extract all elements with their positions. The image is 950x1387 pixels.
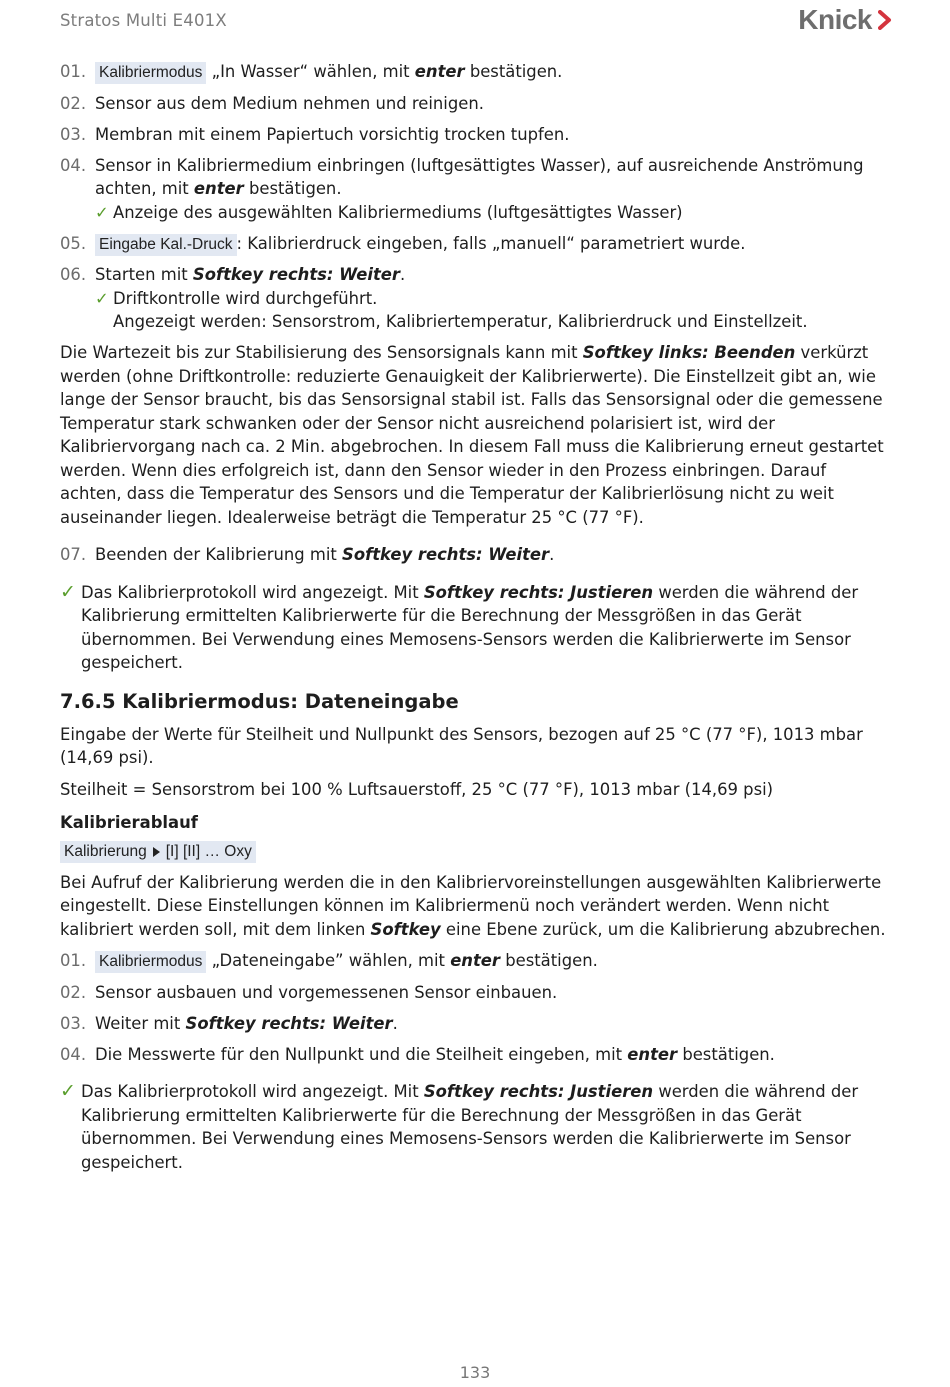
step-text <box>95 60 892 84</box>
arrow-right-icon <box>153 847 160 857</box>
note-text <box>81 581 892 675</box>
step-row <box>60 123 892 147</box>
softkey-label: enter <box>193 179 244 198</box>
step-row <box>60 543 892 567</box>
check-text: Angezeigt werden: Sensorstrom, Kalibriertemperatur, Kalibrierdruck und Einstellzeit. <box>113 312 808 331</box>
softkey-label: enter <box>414 62 465 81</box>
step-text: Sensor aus dem Medium nehmen und reinigen. <box>95 93 484 113</box>
softkey-label: Softkey rechts: Justieren <box>423 1082 654 1101</box>
step-text-part: Sensor in Kalibriermedium einbringen (luftgesättigtes Wasser), auf ausreichende Anströmung achten, mit <box>95 155 864 198</box>
step-number: 02. <box>60 93 87 113</box>
softkey-label: Softkey rechts: Weiter <box>342 545 550 564</box>
note-text-part: Das Kalibrierprotokoll wird angezeigt. Mit <box>81 1082 424 1101</box>
check-icon: ✓ <box>95 202 109 222</box>
step-text-part: Beenden der Kalibrierung mit <box>95 545 343 564</box>
softkey-label: Softkey rechts: Weiter <box>185 1013 393 1033</box>
note-text-part: werden die während der Kalibrierung ermittelten Kalibrierwerte für die Berechnung der Messgrößen in das Gerät übernommen. Bei Verwendung eines Memosens-Sensors werden die Kalibrierwerte im Sensor gespeichert. <box>81 582 859 672</box>
check-result-continued <box>95 310 892 334</box>
step-number: 03. <box>60 1013 87 1033</box>
check-result <box>95 201 892 225</box>
logo-wordmark: Knick <box>798 4 872 35</box>
step-text <box>95 949 892 973</box>
step-row <box>60 60 892 84</box>
step-text-part: bestätigen. <box>243 179 342 198</box>
step-row <box>60 92 892 116</box>
check-icon: ✓ <box>95 288 109 308</box>
softkey-label: Softkey <box>370 919 441 939</box>
menu-path-box <box>60 841 256 863</box>
step-text: Sensor ausbauen und vorgemessenen Sensor einbauen. <box>95 982 558 1002</box>
section-paragraph: Steilheit = Sensorstrom bei 100 % Luftsauerstoff, 25 °C (77 °F), 1013 mbar (14,69 psi) <box>60 779 774 799</box>
step-text-part: bestätigen. <box>677 1044 775 1064</box>
step-row <box>60 154 892 225</box>
step-number: 07. <box>60 545 87 564</box>
step-row <box>60 981 892 1005</box>
note-text <box>81 1080 892 1174</box>
note-text-part: werden die während der Kalibrierung ermittelten Kalibrierwerte für die Berechnung der Messgrößen in das Gerät übernommen. Bei Verwendung eines Memosens-Sensors werden die Kalibrierwerte im Sensor gespeichert. <box>81 1082 859 1172</box>
para-text-part: Die Wartezeit bis zur Stabilisierung des Sensorsignals kann mit <box>60 343 583 362</box>
step-number: 01. <box>60 62 87 81</box>
step-text-part: . <box>549 545 555 564</box>
step-text <box>95 543 892 567</box>
step-row <box>60 263 892 334</box>
subheading: Kalibrierablauf <box>60 813 198 832</box>
section-heading: 7.6.5 Kalibriermodus: Dateneingabe <box>60 689 459 713</box>
step-number: 02. <box>60 982 87 1002</box>
para-text-part: eine Ebene zurück, um die Kalibrierung abzubrechen. <box>440 919 886 939</box>
check-result <box>95 287 892 311</box>
step-text-part: bestätigen. <box>500 951 598 970</box>
step-text-part: Weiter mit <box>95 1013 186 1033</box>
step-text <box>95 1043 892 1067</box>
step-text <box>95 232 892 256</box>
step-text <box>95 1012 892 1036</box>
result-note <box>60 581 892 675</box>
para-text-part: Bei Aufruf der Kalibrierung werden die in den Kalibriervoreinstellungen ausgewählten Kalibrierwerte eingestellt. Diese Einstellungen können im Kalibriermenü noch verändert werden. Wenn nicht kalibriert werden soll, mit dem linken <box>60 872 882 939</box>
check-text: Driftkontrolle wird durchgeführt. <box>113 288 378 308</box>
section-paragraph <box>60 871 892 942</box>
menu-tag: Eingabe Kal.-Druck <box>95 234 237 256</box>
step-row <box>60 232 892 256</box>
step-text <box>95 263 892 334</box>
document-header-title: Stratos Multi E401X <box>60 11 227 30</box>
knick-logo <box>798 4 892 36</box>
step-row <box>60 1043 892 1067</box>
section-paragraph: Eingabe der Werte für Steilheit und Nullpunkt des Sensors, bezogen auf 25 °C (77 °F), 1013 mbar (14,69 psi). <box>60 724 863 767</box>
step-text-part: . <box>392 1013 398 1033</box>
step-row <box>60 949 892 973</box>
step-number: 01. <box>60 951 87 970</box>
step-row <box>60 1012 892 1036</box>
step-number: 04. <box>60 1044 87 1064</box>
step-text-part: Die Messwerte für den Nullpunkt und die Steilheit eingeben, mit <box>95 1044 628 1064</box>
wait-paragraph <box>60 341 892 529</box>
result-note <box>60 1080 892 1174</box>
para-text-part: verkürzt werden (ohne Driftkontrolle: reduzierte Genauigkeit der Kalibrierwerte). Die Einstellzeit gibt an, wie lange der Sensor braucht, bis das Sensorsignal stabil ist. Falls das Sensorsignal oder die gemessene Temperatur stark schwanken oder der Sensor nicht ausreichend polarisiert ist, wird der Kalibriervorgang nach ca. 2 Min. abgebrochen. In diesem Fall muss die Kalibrierung erneut gestartet werden. Wenn dies erfolgreich ist, dann den Sensor wieder in den Prozess einbringen. Darauf achten, dass die Temperatur des Sensors und die Temperatur der Kalibrierlösung nicht zu weit auseinander liegen. Idealerweise beträgt die Temperatur 25 °C (77 °F). <box>60 343 884 527</box>
step-text <box>95 154 892 225</box>
logo-chevron-icon <box>878 10 892 30</box>
check-icon: ✓ <box>60 580 76 603</box>
page-number: 133 <box>459 1363 491 1382</box>
menu-tag: Kalibriermodus <box>95 951 206 973</box>
step-number: 04. <box>60 155 87 175</box>
page-content <box>60 60 892 1182</box>
menu-tag: Kalibriermodus <box>95 62 206 84</box>
menu-path-item: Kalibrierung <box>64 841 147 863</box>
check-icon: ✓ <box>60 1080 76 1102</box>
note-text-part: Das Kalibrierprotokoll wird angezeigt. Mit <box>81 582 424 602</box>
step-text-part: : Kalibrierdruck eingeben, falls „manuell“ parametriert wurde. <box>236 233 746 253</box>
step-number: 03. <box>60 124 87 144</box>
menu-path <box>60 841 892 863</box>
step-text-part: „In Wasser“ wählen, mit <box>206 62 415 81</box>
step-number: 05. <box>60 233 87 253</box>
step-number: 06. <box>60 265 87 284</box>
step-text-part: . <box>399 265 406 284</box>
step-text: Membran mit einem Papiertuch vorsichtig trocken tupfen. <box>95 124 570 144</box>
menu-path-item: [I] [II] … Oxy <box>166 841 252 863</box>
step-text-part: Starten mit <box>95 265 193 284</box>
step-text-part: bestätigen. <box>464 62 563 81</box>
softkey-label: enter <box>450 951 501 970</box>
check-text: Anzeige des ausgewählten Kalibriermediums (luftgesättigtes Wasser) <box>113 202 683 222</box>
softkey-label: enter <box>627 1044 678 1064</box>
softkey-label: Softkey rechts: Justieren <box>423 582 654 602</box>
softkey-label: Softkey links: Beenden <box>582 343 796 362</box>
step-text-part: „Dateneingabe” wählen, mit <box>206 951 451 970</box>
softkey-label: Softkey rechts: Weiter <box>192 265 400 284</box>
